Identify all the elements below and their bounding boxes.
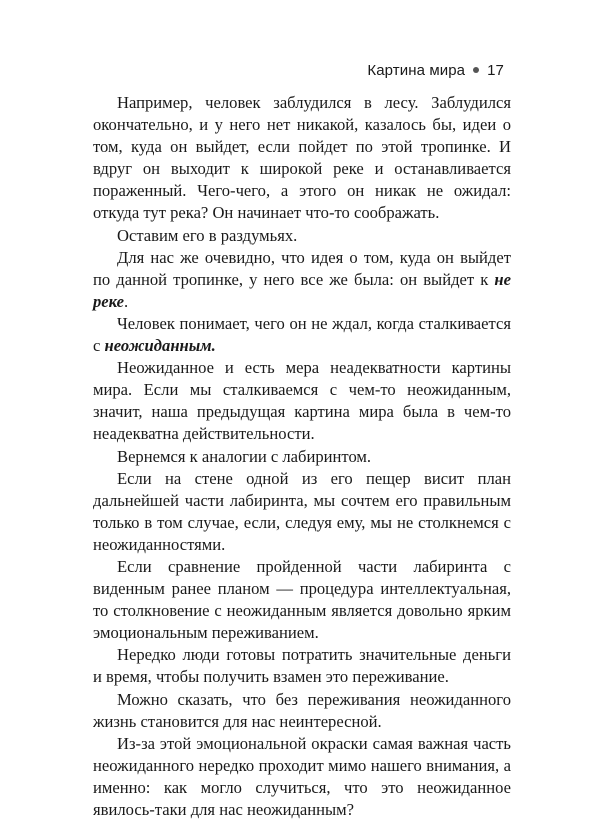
paragraph-3-text: Для нас же очевидно, что идея о том, куда он выйдет по данной тропинке, у него все же была: он выйдет к [93,247,511,289]
paragraph-7: Если на стене одной из его пещер висит план дальнейшей части лабиринта, мы сочтем его правильным только в том случае, если, следуя ему, мы не столкнемся с неожиданностями. [93,468,511,554]
separator-bullet-icon [473,67,479,73]
paragraph-5: Неожиданное и есть мера неадекватности картины мира. Если мы сталкиваемся с чем-то неожиданным, значит, наша предыдущая картина мира была в чем-то неадекватна действительности. [93,358,511,444]
paragraph-10: Можно сказать, что без переживания неожиданного жизнь становится для нас неинтересной. [93,689,511,731]
page-body [93,92,511,821]
paragraph-3 [93,247,511,313]
paragraph-1: Например, человек заблудился в лесу. Заблудился окончательно, и у него нет никакой, казалось бы, идеи о том, куда он выйдет, если пойдет по этой тропинке. И вдруг он выходит к широкой реке и останавливается пораженный. Чего-чего, а этого он никак не ожидал: откуда тут река? Он начинает что-то соображать. [93,93,511,223]
running-head [367,62,504,79]
paragraph-9: Нередко люди готовы потратить значительные деньги и время, чтобы получить взамен это переживание. [93,645,511,687]
emphasis-not-river: не реке [93,269,511,311]
page-number: 17 [487,62,504,79]
paragraph-8: Если сравнение пройденной части лабиринта с виденным ранее планом — процедура интеллектуальная, то столкновение с неожиданным является довольно ярким эмоциональным переживанием. [93,556,511,643]
paragraph-4 [93,313,511,357]
paragraph-4-text: Человек понимает, чего он не ждал, когда сталкивается с [93,313,511,356]
paragraph-2: Оставим его в раздумьях. [117,225,298,245]
paragraph-6: Вернемся к аналогии с лабиринтом. [117,446,372,466]
chapter-title: Картина мира [367,62,466,79]
paragraph-11: Из-за этой эмоциональной окраски самая важная часть неожиданного нередко проходит мимо нашего внимания, а именно: как могло случиться, что это неожиданное явилось-таки для нас неожиданным? [93,733,511,819]
paragraph-3-end: . [123,291,129,311]
emphasis-unexpected: неожиданным. [104,336,216,356]
